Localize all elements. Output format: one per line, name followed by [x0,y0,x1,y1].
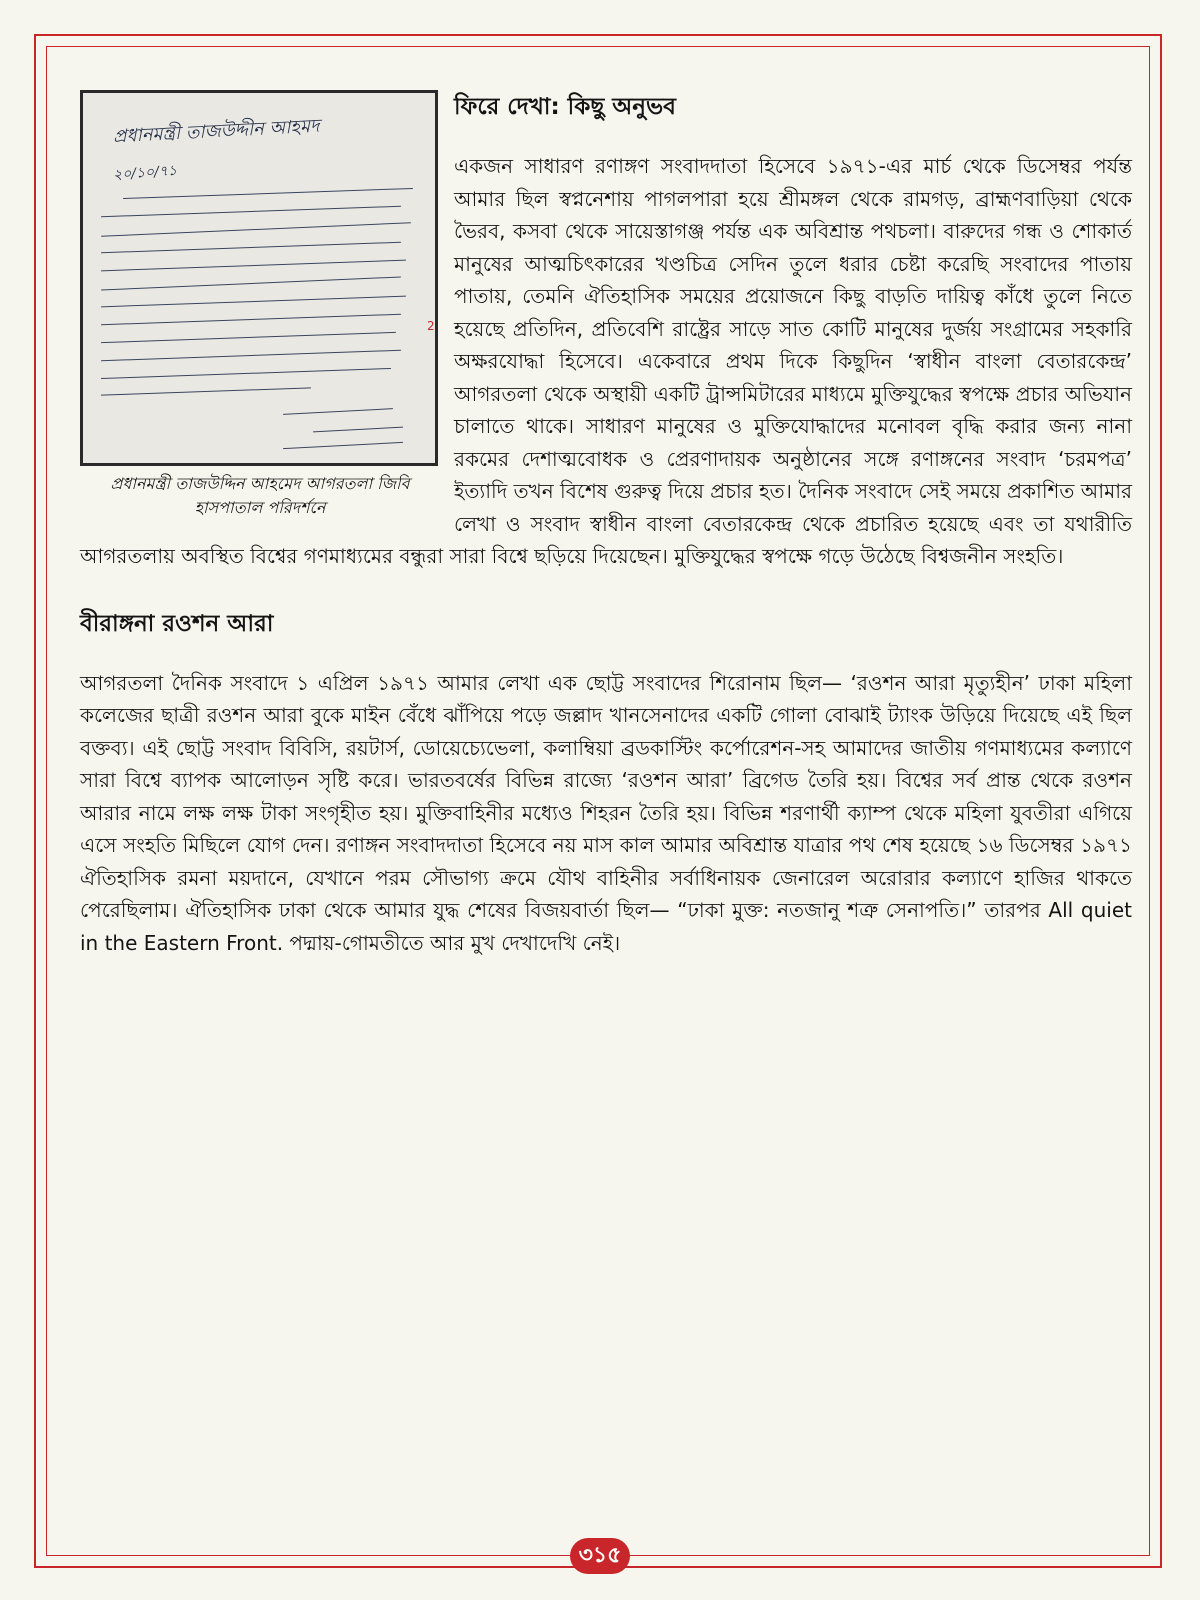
heading-birangana: বীরাঙ্গনা রওশন আরা [80,610,274,637]
handwriting-line [101,387,311,395]
paragraph-second: আগরতলা দৈনিক সংবাদে ১ এপ্রিল ১৯৭১ আমার লেখা এক ছোট্ট সংবাদের শিরোনাম ছিল— ‘রওশন আরা মৃত্যুহীন’ ঢাকা মহিলা কলেজের ছাত্রী রওশন আরা বুকে মাইন বেঁধে ঝাঁপিয়ে পড়ে জল্লাদ খানসেনাদের একটি গোলা বোঝাই ট্যাংক উড়িয়ে দিয়েছে এই ছিল বক্তব্য। এই ছোট্ট সংবাদ বিবিসি, রয়টার্স, ডোয়েচ্যেভেলা, কলাম্বিয়া ব্রডকাস্টিং কর্পোরেশন-সহ আমাদের জাতীয় গণমাধ্যমের কল্যাণে সারা বিশ্বে ব্যাপক আলোড়ন সৃষ্টি করে। ভারতবর্ষের বিভিন্ন রাজ্যে ‘রওশন আরা’ ব্রিগেড তৈরি হয়। বিশ্বের সর্ব প্রান্ত থেকে রওশন আরার নামে লক্ষ লক্ষ টাকা সংগৃহীত হয়। মুক্তিবাহিনীর মধ্যেও শিহরন তৈরি হয়। বিভিন্ন শরণার্থী ক্যাম্প থেকে মহিলা যুবতীরা এগিয়ে এসে সংহতি মিছিলে যোগ দেন। রণাঙ্গন সংবাদদাতা হিসেবে নয় মাস কাল আমার অবিশ্রান্ত যাত্রার পথ শেষ হয়েছে ১৬ ডিসেম্বর ১৯৭১ ঐতিহাসিক রমনা ময়দানে, যেখানে পরম সৌভাগ্য ক্রমে যৌথ বাহিনীর সর্বাধিনায়ক জেনারেল অরোরার কল্যাণে হাজির থাকতে পেরেছিলাম। ঐতিহাসিক ঢাকা থেকে আমার যুদ্ধ শেষের বিজয়বার্তা ছিল— “ঢাকা মুক্ত: নতজানু শত্রু সেনাপতি।” তারপর All quiet in the Eastern Front. পদ্মায়-গোমতীতে আর মুখ দেখাদেখি নেই। [80,670,1132,955]
handwriting-line [101,242,401,253]
note-title-text: প্রধানমন্ত্রী তাজউদ্দীন আহমদ [112,115,320,148]
handwriting-line [101,276,401,290]
handwriting-line [101,350,401,361]
handwriting-line [101,314,401,325]
handwriting-line [101,206,401,217]
signature-mark [283,408,393,415]
handwriting-line [101,260,406,272]
margin-mark: 2 [427,319,435,333]
handwriting-line [101,332,396,343]
handwriting-line [123,188,413,199]
photo-figure [80,90,440,520]
paragraph-first: একজন সাধারণ রণাঙ্গণ সংবাদদাতা হিসেবে ১৯৭১-এর মার্চ থেকে ডিসেম্বর পর্যন্ত আমার ছিল স্বপ্ননেশায় পাগলপারা হয়ে শ্রীমঙ্গল থেকে রামগড়, ব্রাহ্মণবাড়িয়া থেকে ভৈরব, কসবা থেকে সায়েস্তাগঞ্জ পর্যন্ত এক অবিশ্রান্ত পথচলা। বারুদের গন্ধ ও শোকার্ত মানুষের আত্মচিৎকারের খণ্ডচিত্র সেদিন তুলে ধরার চেষ্টা করেছি সংবাদের পাতায় পাতায়, তেমনি ঐতিহাসিক সময়ের প্রয়োজনে কিছু বাড়তি দায়িত্ব কাঁধে তুলে নিতে হয়েছে প্রতিদিন, প্রতিবেশি রাষ্ট্রের সাড়ে সাত কোটি মানুষের দুর্জয় সংগ্রামের সহকারি অক্ষরযোদ্ধা হিসেবে। একেবারে প্রথম দিকে কিছুদিন ‘স্বাধীন বাংলা বেতারকেন্দ্র’ আগরতলা থেকে অস্থায়ী একটি ট্রান্সমিটারের মাধ্যমে মুক্তিযুদ্ধের স্বপক্ষে প্রচার অভিযান চালাতে থাকে। সাধারণ মানুষের ও মুক্তিযোদ্ধাদের মনোবল বৃদ্ধি করার জন্য নানা রকমের দেশাত্মবোধক ও প্রেরণাদায়ক অনুষ্ঠানের সঙ্গে রণাঙ্গনের সংবাদ ‘চরমপত্র’ ইত্যাদি তখন বিশেষ গুরুত্ব দিয়ে প্রচার হত। দৈনিক সংবাদে সেই সময়ে প্রকাশিত আমার লেখা ও সংবাদ স্বাধীন বাংলা বেতারকেন্দ্র থেকে প্রচারিত হয়েছে এবং তা যথারীতি আগরতলায় অবস্থিত বিশ্বের গণমাধ্যমের বন্ধুরা সারা বিশ্বে ছড়িয়ে দিয়েছেন। মুক্তিযুদ্ধের স্বপক্ষে গড়ে উঠেছে বিশ্বজনীন সংহতি। [80,154,1132,568]
signature-mark [283,442,403,449]
photo-caption: প্রধানমন্ত্রী তাজউদ্দিন আহমেদ আগরতলা জিবি হাসপাতাল পরিদর্শনে [110,474,410,517]
signature-mark [313,427,403,433]
handwritten-note-photo [80,90,438,466]
handwriting-line [101,296,406,308]
note-date-text: ২০/১০/৭১ [112,162,178,184]
heading-fire-dekha: ফিরে দেখা: কিছু অনুভব [454,94,676,120]
article-body [80,90,1132,959]
page-number: ৩১৫ [570,1538,630,1574]
handwriting-line [101,368,391,379]
handwriting-line [101,222,411,237]
